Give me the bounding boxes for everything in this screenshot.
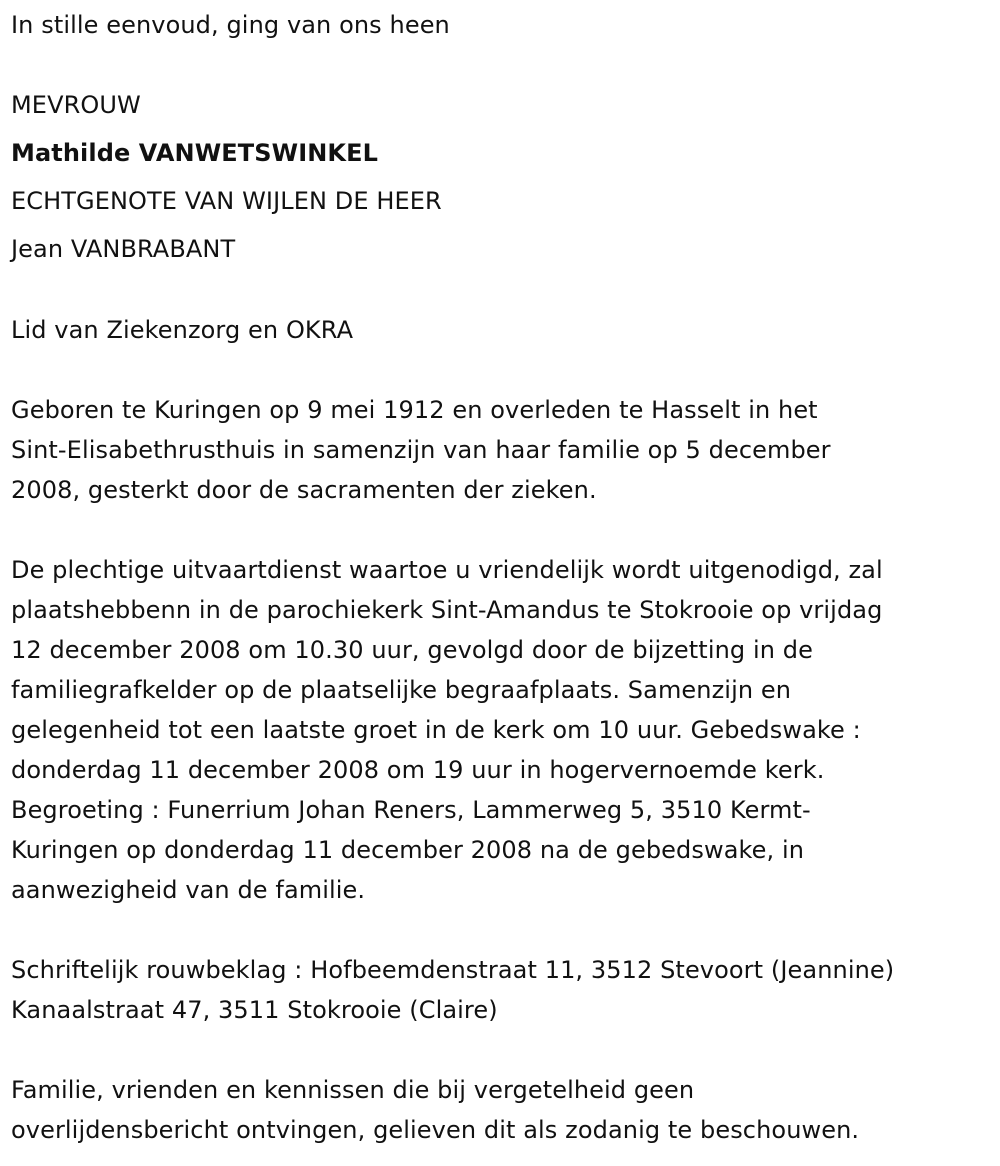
funeral-line: Begroeting : Funerrium Johan Reners, Lammerweg 5, 3510 Kermt- xyxy=(11,796,811,824)
funeral-line: gelegenheid tot een laatste groet in de kerk om 10 uur. Gebedswake : xyxy=(11,716,861,744)
closing-line: Familie, vrienden en kennissen die bij vergetelheid geen xyxy=(11,1076,695,1104)
condolences-line: Schriftelijk rouwbeklag : Hofbeemdenstraat 11, 3512 Stevoort (Jeannine) xyxy=(11,956,895,984)
membership-line: Lid van Ziekenzorg en OKRA xyxy=(11,316,354,344)
funeral-line: familiegrafkelder op de plaatselijke begraafplaats. Samenzijn en xyxy=(11,676,792,704)
birth-death-line: Sint-Elisabethrusthuis in samenzijn van haar familie op 5 december xyxy=(11,436,831,464)
intro-line: In stille eenvoud, ging van ons heen xyxy=(11,11,450,39)
birth-death-line: Geboren te Kuringen op 9 mei 1912 en overleden te Hasselt in het xyxy=(11,396,818,424)
funeral-line: aanwezigheid van de familie. xyxy=(11,876,366,904)
birth-death-line: 2008, gesterkt door de sacramenten der zieken. xyxy=(11,476,597,504)
funeral-line: plaatshebbenn in de parochiekerk Sint-Amandus te Stokrooie op vrijdag xyxy=(11,596,883,624)
funeral-line: 12 december 2008 om 10.30 uur, gevolgd door de bijzetting in de xyxy=(11,636,813,664)
honorific-title: MEVROUW xyxy=(11,91,141,119)
funeral-line: De plechtige uitvaartdienst waartoe u vriendelijk wordt uitgenodigd, zal xyxy=(11,556,883,584)
spouse-name: Jean VANBRABANT xyxy=(11,235,236,263)
deceased-name: Mathilde VANWETSWINKEL xyxy=(11,139,379,167)
closing-line: overlijdensbericht ontvingen, gelieven dit als zodanig te beschouwen. xyxy=(11,1116,860,1144)
funeral-line: Kuringen op donderdag 11 december 2008 na de gebedswake, in xyxy=(11,836,805,864)
condolences-line: Kanaalstraat 47, 3511 Stokrooie (Claire) xyxy=(11,996,498,1024)
funeral-line: donderdag 11 december 2008 om 19 uur in hogervernoemde kerk. xyxy=(11,756,825,784)
relation-line: ECHTGENOTE VAN WIJLEN DE HEER xyxy=(11,187,442,215)
